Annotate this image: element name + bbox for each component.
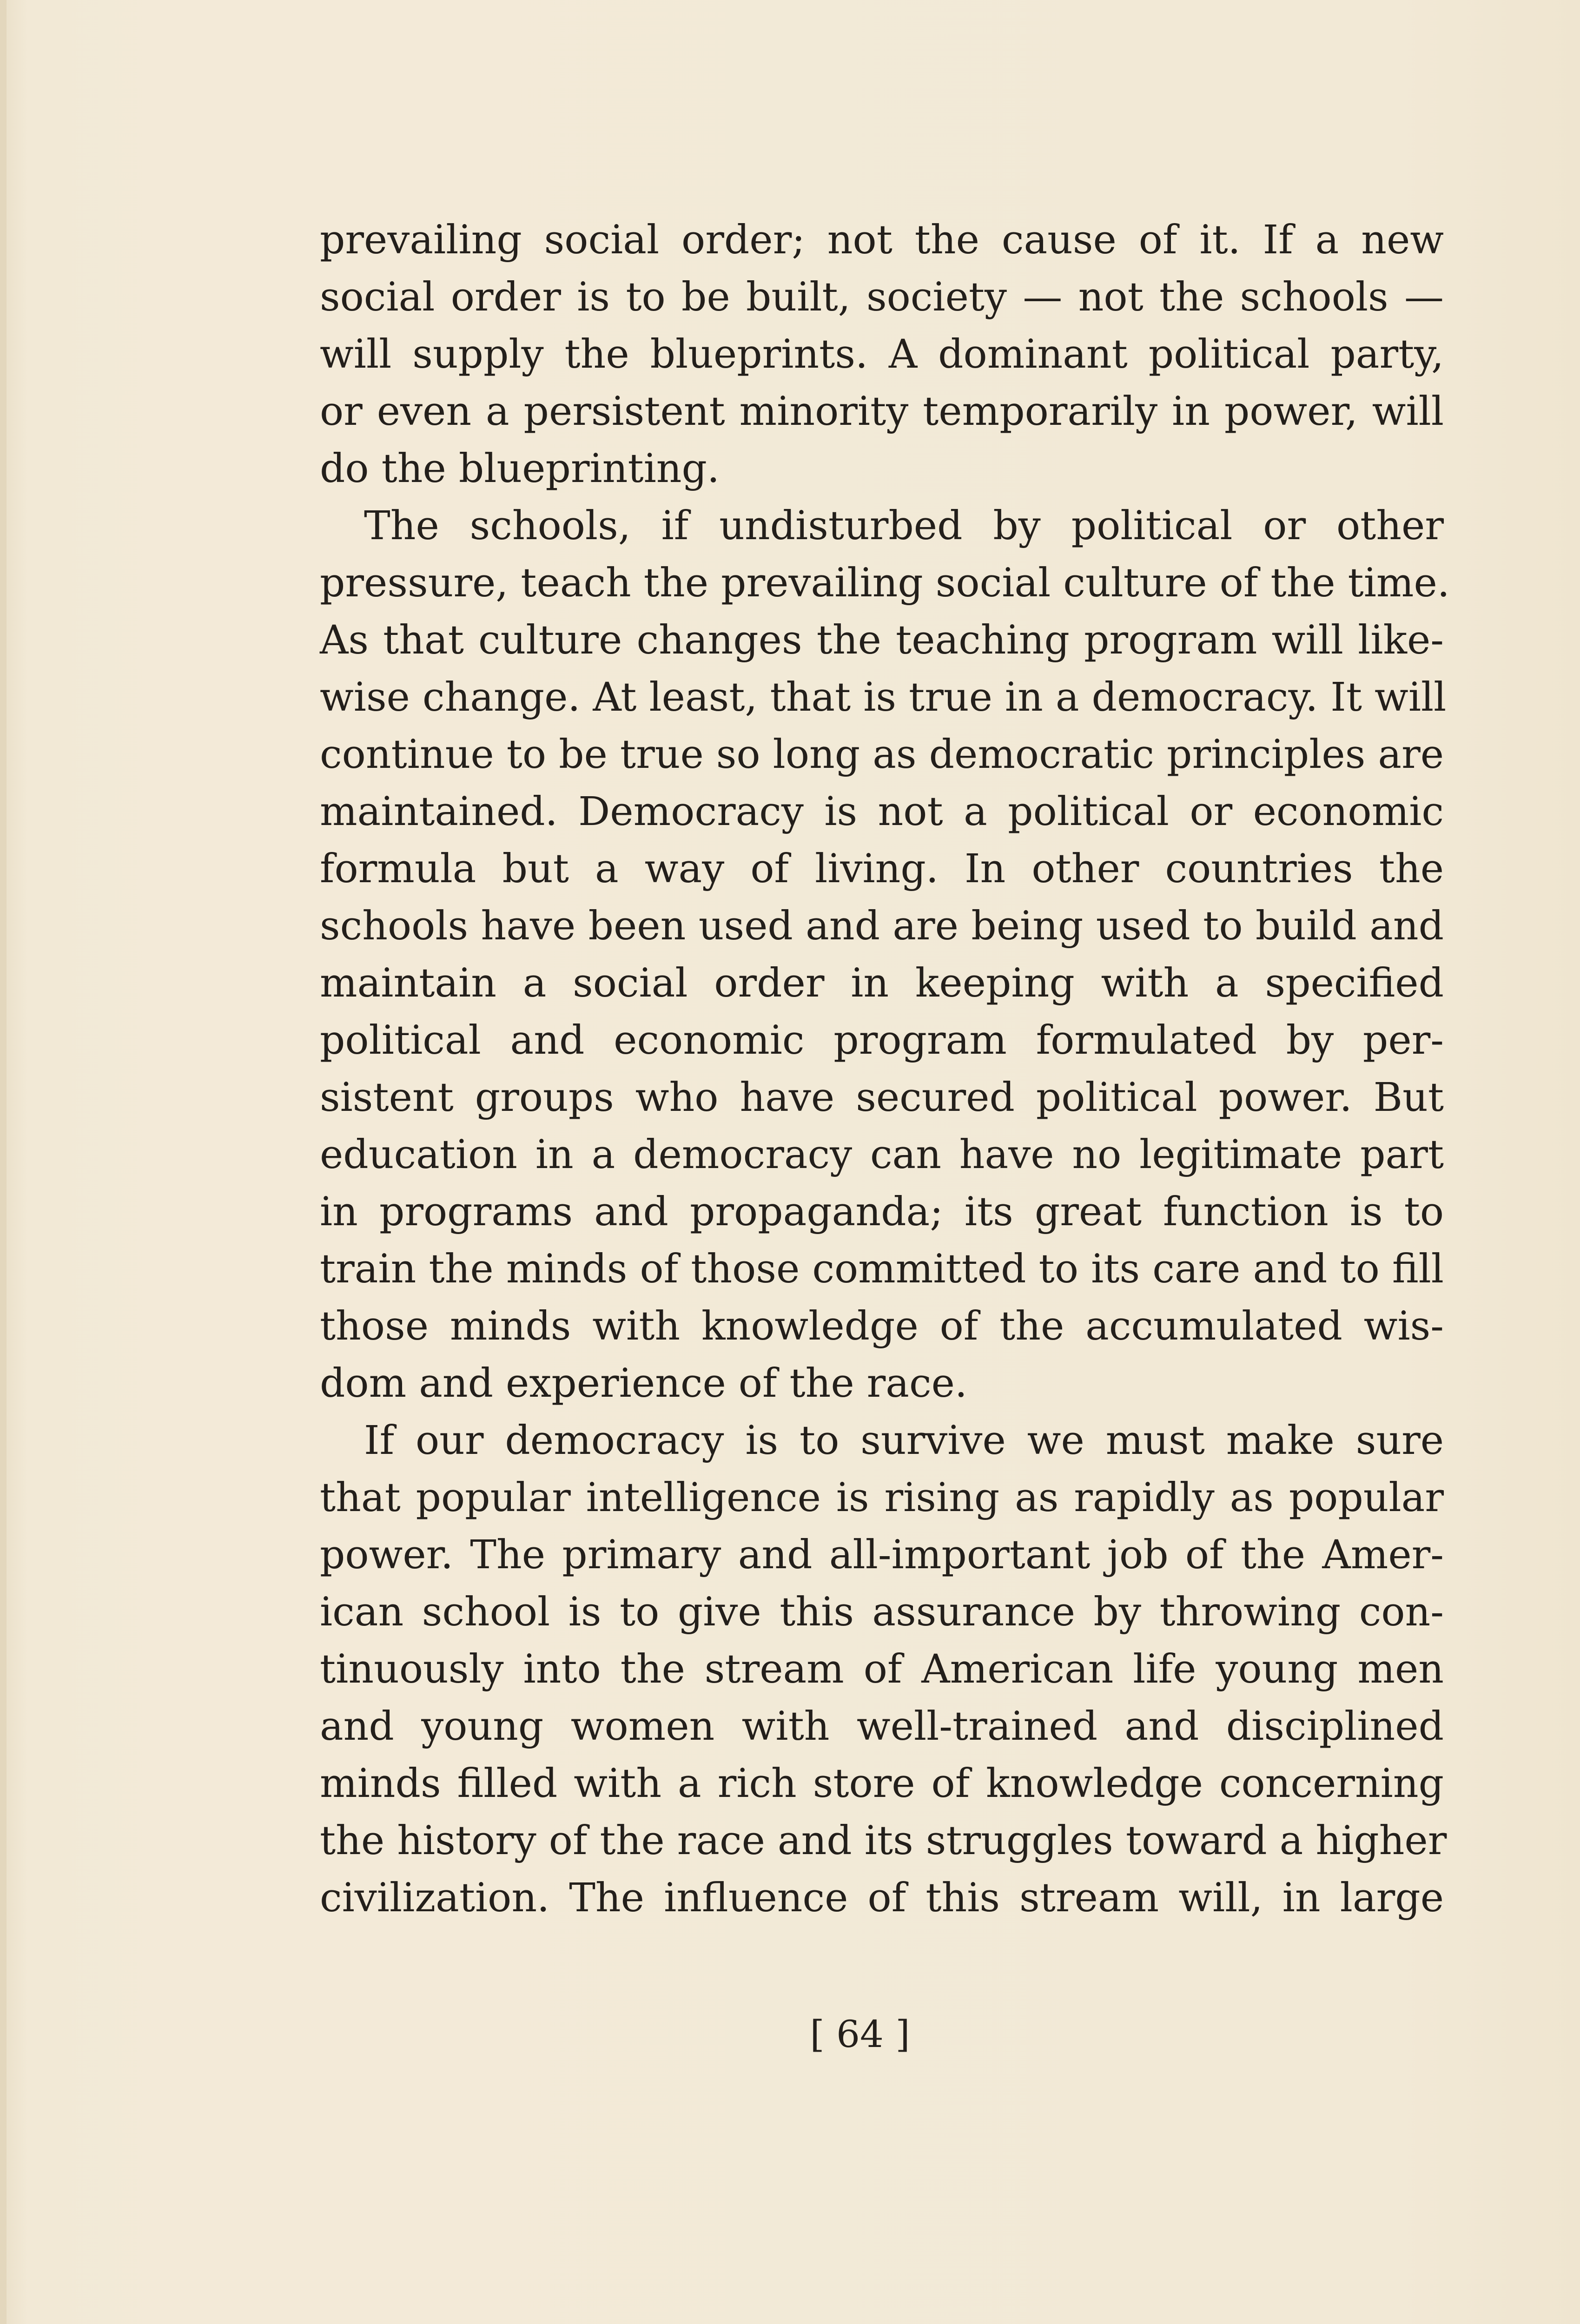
page-spine-edge [0,0,7,2324]
text-line: dom and experience of the race. [320,1360,967,1406]
text-line: in programs and propaganda; its great function is to [320,1189,1444,1235]
text-line: and young women with well-trained and disciplined [320,1703,1444,1750]
text-line: power. The primary and all-important job of the Amer- [320,1532,1444,1578]
text-line: that popular intelligence is rising as rapidly as popular [320,1475,1444,1521]
text-line: formula but a way of living. In other countries the [320,846,1444,892]
text-line: civilization. The influence of this stream will, in large [320,1875,1444,1921]
page-number: [ 64 ] [810,2013,910,2056]
text-line: ican school is to give this assurance by throwing con- [320,1589,1444,1635]
text-line: continue to be true so long as democratic principles are [320,732,1444,778]
text-line: prevailing social order; not the cause of it. If a new [320,217,1444,263]
text-line: schools have been used and are being used to build and [320,903,1444,949]
text-line: do the blueprinting. [320,446,720,492]
paragraph-first-line: If our democracy is to survive we must make sure [364,1418,1444,1464]
text-line: will supply the blueprints. A dominant political party, [320,331,1444,377]
text-line: sistent groups who have secured political power. But [320,1075,1444,1121]
text-line: social order is to be built, society — not the schools — [320,274,1444,320]
text-line: those minds with knowledge of the accumulated wis- [320,1303,1444,1349]
text-line: political and economic program formulated by per- [320,1017,1444,1063]
text-line: or even a persistent minority temporarily in power, will [320,389,1444,435]
text-line: As that culture changes the teaching program will like- [320,617,1444,663]
text-line: train the minds of those committed to its care and to fill [320,1246,1444,1292]
text-line: education in a democracy can have no legitimate part [320,1132,1444,1178]
text-line: tinuously into the stream of American life young men [320,1646,1444,1692]
paragraph-first-line: The schools, if undisturbed by political or other [364,503,1444,549]
text-line: minds filled with a rich store of knowledge concerning [320,1761,1444,1807]
text-line: pressure, teach the prevailing social culture of the time. [320,560,1450,606]
text-line: wise change. At least, that is true in a democracy. It will [320,674,1447,720]
text-line: the history of the race and its struggles toward a higher [320,1818,1447,1864]
text-line: maintained. Democracy is not a political or economic [320,789,1444,835]
body-text [320,211,1450,1927]
text-line: maintain a social order in keeping with a specified [320,960,1444,1006]
